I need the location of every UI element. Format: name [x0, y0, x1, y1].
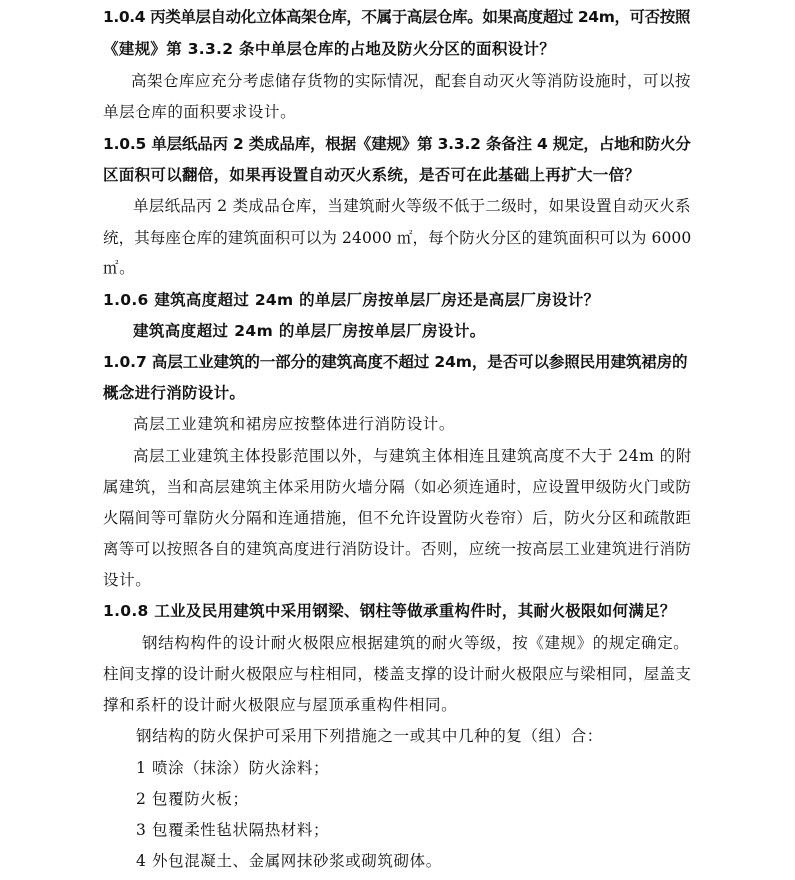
question-1-0-7-line-2: 概念进行消防设计。	[103, 384, 246, 402]
list-item: 3 包覆柔性毡状隔热材料；	[136, 821, 330, 839]
answer-1-0-5-line-1: 单层纸品丙 2 类成品仓库，当建筑耐火等级不低于二级时，如果设置自动灭火系	[133, 197, 691, 215]
question-1-0-4-line-1: 1.0.4 丙类单层自动化立体高架仓库，不属于高层仓库。如果高度超过 24m，可否按照	[103, 8, 690, 26]
question-1-0-6: 1.0.6 建筑高度超过 24m 的单层厂房按单层厂房还是高层厂房设计？	[103, 291, 600, 309]
answer-1-0-8-line-4: 钢结构的防火保护可采用下列措施之一或其中几种的复（组）合：	[136, 727, 603, 745]
answer-1-0-7-line-4: 火隔间等可靠防火分隔和连通措施，但不允许设置防火卷帘）后，防火分区和疏散距	[103, 509, 692, 527]
answer-1-0-5-line-3: ㎡。	[103, 259, 136, 277]
answer-1-0-7-line-6: 设计。	[103, 571, 152, 589]
answer-1-0-8-line-1: 钢结构构件的设计耐火极限应根据建筑的耐火等级，按《建规》的规定确定。	[142, 634, 690, 652]
answer-1-0-5-line-2: 统，其每座仓库的建筑面积可以为 24000 ㎡，每个防火分区的建筑面积可以为 6000	[103, 229, 692, 247]
question-1-0-4-line-2: 《建规》第 3.3.2 条中单层仓库的占地及防火分区的面积设计？	[103, 40, 556, 58]
answer-1-0-7-line-5: 离等可以按照各自的建筑高度进行消防设计。否则，应统一按高层工业建筑进行消防	[103, 540, 692, 558]
list-item: 2 包覆防火板；	[136, 790, 249, 808]
answer-1-0-4-line-1: 高架仓库应充分考虑储存货物的实际情况，配套自动灭火等消防设施时，可以按	[131, 72, 692, 90]
answer-1-0-4-line-2: 单层仓库的面积要求设计。	[103, 103, 297, 121]
question-1-0-7-line-1: 1.0.7 高层工业建筑的一部分的建筑高度不超过 24m，是否可以参照民用建筑裙房的	[103, 353, 688, 371]
question-1-0-5-line-2: 区面积可以翻倍，如果再设置自动灭火系统，是否可在此基础上再扩大一倍？	[103, 166, 641, 184]
answer-1-0-7-line-3: 属建筑，当和高层建筑主体采用防火墙分隔（如必须连通时，应设置甲级防火门或防	[103, 478, 692, 496]
list-item: 4 外包混凝土、金属网抹砂浆或砌筑砌体。	[136, 852, 442, 870]
answer-1-0-7-line-1: 高层工业建筑和裙房应按整体进行消防设计。	[133, 415, 456, 433]
answer-1-0-8-line-2: 柱间支撑的设计耐火极限应与柱相同，楼盖支撑的设计耐火极限应与梁相同，屋盖支	[103, 665, 692, 683]
answer-1-0-7-line-2: 高层工业建筑主体投影范围以外，与建筑主体相连且建筑高度不大于 24m 的附	[133, 447, 692, 465]
question-1-0-5-line-1: 1.0.5 单层纸品丙 2 类成品库，根据《建规》第 3.3.2 条备注 4 规定，占地和防火分	[103, 135, 691, 153]
answer-1-0-8-line-3: 撑和系杆的设计耐火极限应与屋顶承重构件相同。	[103, 696, 458, 714]
question-1-0-8: 1.0.8 工业及民用建筑中采用钢梁、钢柱等做承重构件时，其耐火极限如何满足？	[103, 602, 676, 620]
answer-1-0-6: 建筑高度超过 24m 的单层厂房按单层厂房设计。	[133, 322, 486, 340]
list-item: 1 喷涂（抹涂）防火涂料；	[136, 759, 330, 777]
